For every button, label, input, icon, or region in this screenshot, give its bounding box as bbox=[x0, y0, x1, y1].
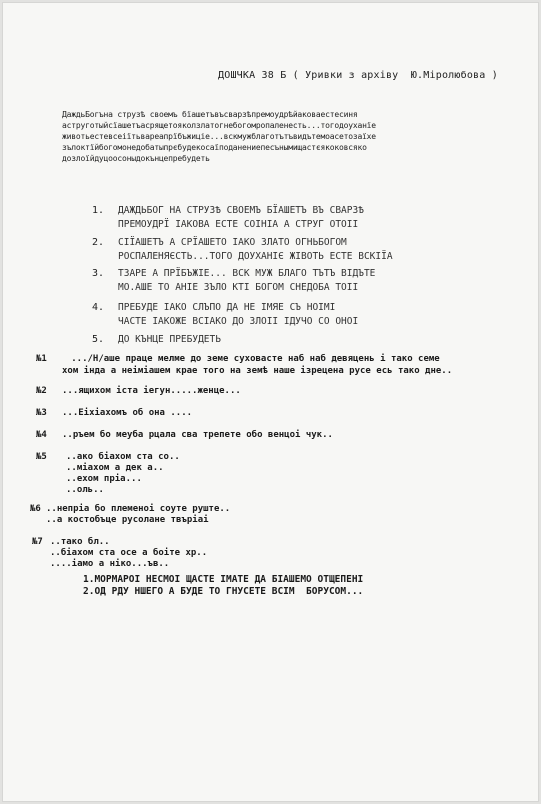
note-line: ...Еіхіахомъ об она .... bbox=[62, 408, 193, 418]
capital-line: 2.ОД РДУ НШЕГО А БУДЕ ТО ГНУСЕТЕ ВСІМ БОРУСОМ... bbox=[83, 586, 364, 597]
note-mark: №1 bbox=[36, 354, 47, 364]
paragraph-line: животьестевсеіїтьвареапрїбъжиціе...вскмужблаготътъвидътемоасетозаїхе bbox=[62, 132, 376, 141]
paragraph-line: дозлоїйдуцоосоныдокънцепребудеть bbox=[62, 154, 210, 163]
verse-line: ПРЕБУДЕ ІАКО СЛЪПО ДА НЕ ІМЯЕ СЪ НОІМІ bbox=[118, 302, 336, 313]
note-line: хом інда а неіміашем крае того на земѣ наше ізрецена русе есь тако дне.. bbox=[62, 366, 453, 376]
verse-line: РОСПАЛЕНЯЄСТЬ...ТОГО ДОУХАНІЄ ЖІВОТЬ ЕСТЕ ВСКІЇА bbox=[118, 251, 393, 262]
note-mark: №3 bbox=[36, 408, 47, 418]
note-line: ..ръем бо меуба рцала сва трепете обо венцоі чук.. bbox=[62, 430, 333, 440]
verse-number: 1. bbox=[92, 205, 105, 216]
note-line: ..ехом пріа... bbox=[66, 474, 142, 484]
verse-number: 4. bbox=[92, 302, 105, 313]
verse-number: 3. bbox=[92, 268, 105, 279]
verse-number: 2. bbox=[92, 237, 105, 248]
verse-line: ДО КЪНЦЕ ПРЕБУДЕТЬ bbox=[118, 334, 221, 345]
verse-line: МО.АШЕ ТО АНІЕ ЗЪЛО КТІ БОГОМ СНЕДОБА ТОІІ bbox=[118, 282, 359, 293]
paragraph-line: аструготыйсїашетъасрящетояколзлатогнебогомропаленесть...тогодоуханїе bbox=[62, 121, 376, 130]
note-line: ..тако бл.. bbox=[50, 537, 110, 547]
paragraph-line: ДаждьБогъна струзѣ своемъ бїашетъвъсварзѣпремоудрѣйаковаестесиня bbox=[62, 110, 358, 119]
note-line: ..оль.. bbox=[66, 485, 104, 495]
verse-line: СІЇАШЕТЪ А СРЇАШЕТО ІАКО ЗЛАТО ОГНЬБОГОМ bbox=[118, 237, 347, 248]
verse-line: ДАЖДЬБОГ НА СТРУЗѢ СВОЕМЪ БЇАШЕТЪ ВЪ СВАРЗѢ bbox=[118, 205, 364, 216]
verse-line: ЧАСТЕ ІАКОЖЕ ВСІАКО ДО ЗЛОІІ ІДУЧО СО ОНОІ bbox=[118, 316, 359, 327]
note-mark: №5 bbox=[36, 452, 47, 462]
note-line: .../Н/аше праце мелме до земе суховасте наб наб девяцень і тако семе bbox=[55, 354, 440, 364]
note-line: ....іамо а ніко...ъв.. bbox=[50, 559, 170, 569]
capital-line: 1.МОРМАРОІ НЕСМОІ ЩАСТЕ ІМАТЕ ДА БІАШЕМО ОТЩЕПЕНІ bbox=[83, 574, 364, 585]
note-mark: №2 bbox=[36, 386, 47, 396]
note-mark: №7 bbox=[32, 537, 43, 547]
note-mark: №4 bbox=[36, 430, 47, 440]
note-line: ..міахом а дек а.. bbox=[66, 463, 164, 473]
paragraph-line: зълоктїйбогомонедобатыпрєбудекосаїподанениепесънымищастєякоковсяко bbox=[62, 143, 367, 152]
document-header: ДОШЧКА 38 Б ( Уривки з архіву Ю.Міролюбова ) bbox=[218, 70, 498, 81]
note-line: ...ящихом іста іегун.....женце... bbox=[62, 386, 241, 396]
note-line: ..непріа бо племеноі соуте руште.. bbox=[46, 504, 231, 514]
note-mark: №6 bbox=[30, 504, 41, 514]
note-line: ..біахом ста осе а боіте хр.. bbox=[50, 548, 208, 558]
note-line: ..а костобъце русолане твъріаі bbox=[46, 515, 209, 525]
verse-number: 5. bbox=[92, 334, 105, 345]
verse-line: ПРЕМОУДРЇ ІАКОВА ЕСТЕ СОІНІА А СТРУГ ОТОІІ bbox=[118, 219, 359, 230]
verse-line: ТЗАРЕ А ПРЇБЪЖІЕ... ВСК МУЖ БЛАГО ТЪТЪ ВІДЪТЕ bbox=[118, 268, 376, 279]
note-line: ..ако біахом ста со.. bbox=[66, 452, 180, 462]
